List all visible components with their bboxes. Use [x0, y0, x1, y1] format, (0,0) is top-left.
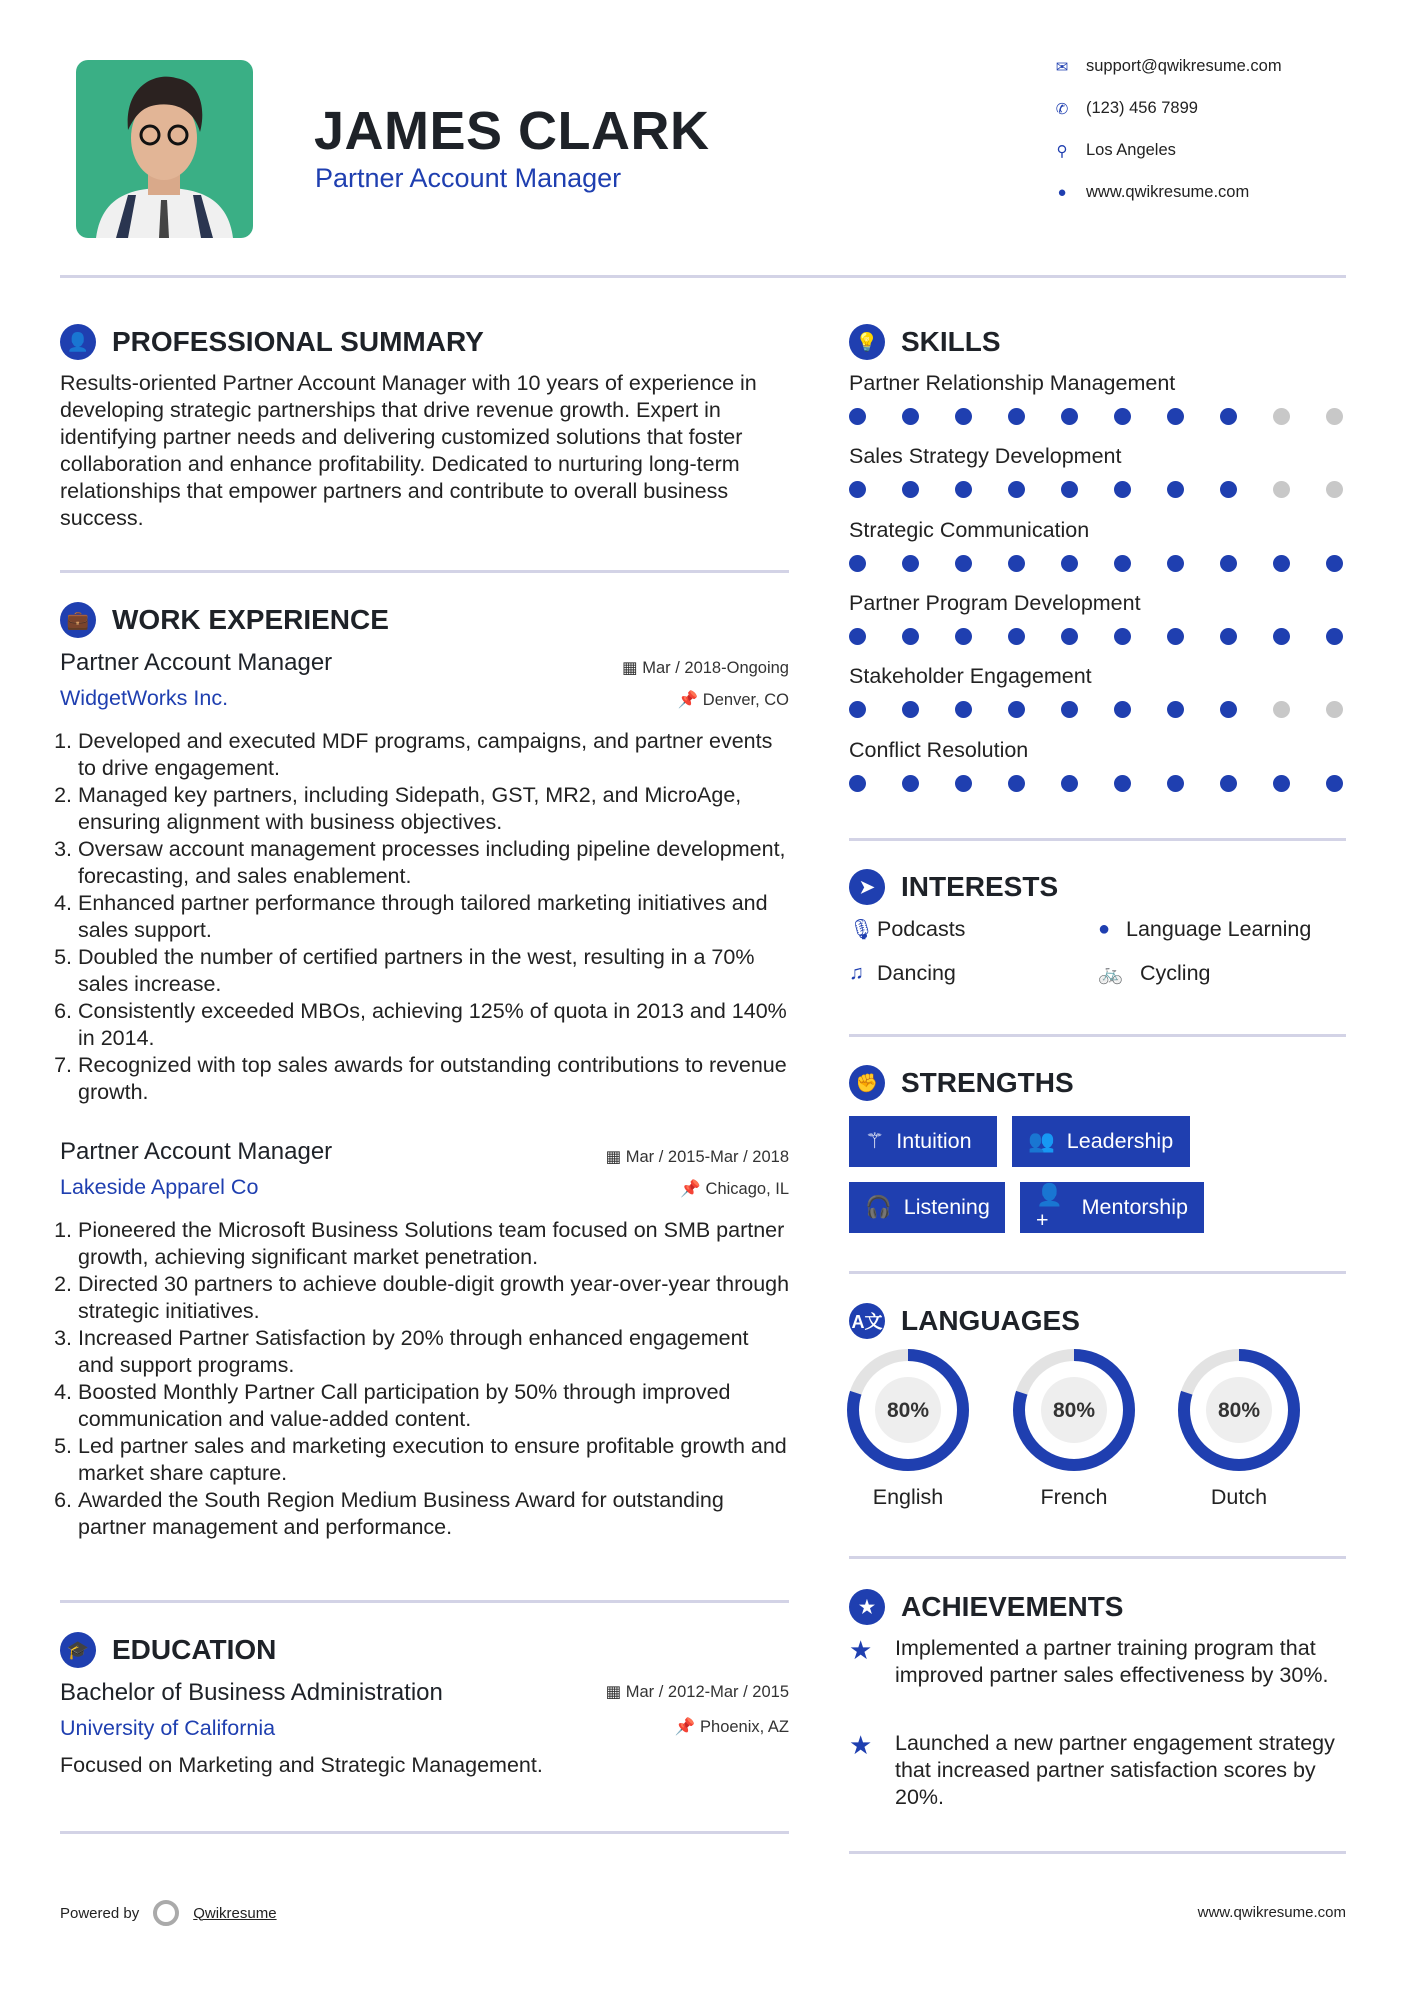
language-ring: [1012, 1348, 1136, 1477]
achievements-heading: ★ ACHIEVEMENTS: [849, 1589, 1123, 1625]
school[interactable]: University of California: [60, 1716, 276, 1740]
education-location: 📌 Phoenix, AZ: [674, 1718, 789, 1736]
job-date: ▦ Mar / 2018-Ongoing: [622, 659, 789, 677]
skill-rating: [849, 481, 1343, 498]
rating-dot-filled: [849, 481, 866, 498]
rating-dot-filled: [1061, 555, 1078, 572]
rating-dot-filled: [1114, 408, 1131, 425]
work-heading: 💼 WORK EXPERIENCE: [60, 602, 389, 638]
skill-rating: [849, 775, 1343, 792]
progress-ring: [1012, 1348, 1136, 1472]
list-item: 2. Managed key partners, including Sidepath, GST, MR2, and MicroAge, ensuring alignment with business objectives.: [78, 782, 790, 836]
rating-dot-filled: [1114, 481, 1131, 498]
divider: [849, 1271, 1346, 1274]
rating-dot-filled: [955, 481, 972, 498]
user-icon: 👤: [60, 324, 96, 360]
magic-wand-icon: ⚚: [865, 1129, 885, 1153]
envelope-icon: ✉: [1055, 58, 1069, 76]
language-ring: [1177, 1348, 1301, 1477]
list-item: 5. Led partner sales and marketing execution to ensure profitable growth and market share capture.: [78, 1433, 790, 1487]
rating-dot-filled: [849, 408, 866, 425]
rating-dot-filled: [1061, 628, 1078, 645]
skill-name: Partner Program Development: [849, 590, 1141, 615]
phone-icon: ✆: [1055, 100, 1069, 118]
rating-dot-filled: [1326, 555, 1343, 572]
rating-dot-filled: [955, 701, 972, 718]
skills-heading: 💡 SKILLS: [849, 324, 1001, 360]
rating-dot-filled: [1008, 701, 1025, 718]
progress-ring: [846, 1348, 970, 1472]
job-location: 📌 Denver, CO: [677, 691, 789, 709]
contact-email[interactable]: ✉ support@qwikresume.com: [1052, 57, 1282, 76]
briefcase-icon: 💼: [60, 602, 96, 638]
job-company[interactable]: WidgetWorks Inc.: [60, 686, 229, 710]
rating-dot-empty: [1273, 701, 1290, 718]
footer-powered: Powered by Qwikresume: [60, 1900, 277, 1926]
interests-heading: ➤ INTERESTS: [849, 869, 1058, 905]
calendar-icon: ▦: [622, 659, 643, 677]
divider: [849, 1034, 1346, 1037]
pin-icon: 📌: [680, 1180, 706, 1198]
rating-dot-filled: [955, 628, 972, 645]
job-location: 📌 Chicago, IL: [680, 1180, 789, 1198]
interest-item: ♫ Dancing: [849, 961, 956, 985]
skill-name: Partner Relationship Management: [849, 371, 1176, 395]
translate-icon: A文: [849, 1303, 885, 1339]
pin-icon: 📌: [674, 1718, 701, 1736]
rating-dot-filled: [955, 555, 972, 572]
rating-dot-filled: [1114, 628, 1131, 645]
rating-dot-filled: [1114, 555, 1131, 572]
rating-dot-filled: [902, 555, 919, 572]
rating-dot-filled: [1167, 701, 1184, 718]
list-item: 5. Doubled the number of certified partners in the west, resulting in a 70% sales increase.: [78, 944, 790, 998]
strength-chip: ⚚ Intuition: [849, 1116, 997, 1167]
language-name: French: [1040, 1485, 1108, 1509]
calendar-icon: ▦: [605, 1683, 626, 1701]
rating-dot-filled: [1167, 408, 1184, 425]
list-item: 6. Awarded the South Region Medium Business Award for outstanding partner management and performance.: [78, 1487, 790, 1541]
star-icon: ★: [849, 1730, 873, 1760]
interest-item: ● Language Learning: [1098, 917, 1312, 941]
rating-dot-filled: [902, 408, 919, 425]
job-title: Partner Account Manager: [60, 649, 333, 676]
rating-dot-filled: [1008, 775, 1025, 792]
rating-dot-filled: [1220, 775, 1237, 792]
skill-rating: [849, 555, 1343, 572]
rating-dot-filled: [1220, 628, 1237, 645]
language-percent: 80%: [886, 1399, 930, 1422]
list-item: 4. Boosted Monthly Partner Call participation by 50% through improved communication and value-added content.: [78, 1379, 790, 1433]
skill-name: Strategic Communication: [849, 517, 1090, 542]
qwikresume-link[interactable]: Qwikresume: [193, 1904, 277, 1922]
rating-dot-filled: [849, 775, 866, 792]
divider: [849, 1556, 1346, 1559]
user-plus-icon: 👤+: [1036, 1182, 1063, 1232]
rating-dot-filled: [1273, 628, 1290, 645]
job-company[interactable]: Lakeside Apparel Co: [60, 1175, 259, 1199]
calendar-icon: ▦: [605, 1148, 626, 1166]
list-item: 4. Enhanced partner performance through tailored marketing initiatives and sales support.: [78, 890, 790, 944]
job-bullets: [60, 728, 790, 1106]
rating-dot-filled: [1167, 775, 1184, 792]
rating-dot-filled: [955, 408, 972, 425]
strength-chip: 🎧 Listening: [849, 1182, 1005, 1233]
strength-chip: 👤+ Mentorship: [1020, 1182, 1204, 1233]
contact-phone[interactable]: ✆ (123) 456 7899: [1052, 99, 1198, 118]
interest-item: 🚲 Cycling: [1098, 961, 1211, 985]
achievement-item: ★ Launched a new partner engagement strategy that increased partner satisfaction scores by 20%.: [849, 1730, 1335, 1809]
list-item: 1. Pioneered the Microsoft Business Solutions team focused on SMB partner growth, achieving significant market penetration.: [78, 1217, 790, 1271]
users-icon: 👥: [1028, 1129, 1055, 1153]
divider: [849, 838, 1346, 841]
languages-heading: A文 LANGUAGES: [849, 1303, 1080, 1339]
rating-dot-filled: [1220, 701, 1237, 718]
pin-icon: 📌: [677, 691, 703, 709]
rating-dot-empty: [1326, 481, 1343, 498]
rating-dot-filled: [902, 628, 919, 645]
rating-dot-filled: [1326, 628, 1343, 645]
rating-dot-filled: [1220, 408, 1237, 425]
degree: Bachelor of Business Administration: [60, 1679, 443, 1706]
rating-dot-filled: [902, 701, 919, 718]
rating-dot-filled: [849, 628, 866, 645]
rating-dot-filled: [1008, 628, 1025, 645]
fist-icon: ✊: [849, 1065, 885, 1101]
summary-heading: 👤 PROFESSIONAL SUMMARY: [60, 324, 484, 360]
rating-dot-filled: [1273, 775, 1290, 792]
rating-dot-empty: [1326, 408, 1343, 425]
education-date: ▦ Mar / 2012-Mar / 2015: [605, 1683, 789, 1701]
list-item: 7. Recognized with top sales awards for outstanding contributions to revenue growth.: [78, 1052, 790, 1106]
rating-dot-filled: [1167, 555, 1184, 572]
language-percent: 80%: [1217, 1399, 1261, 1422]
contact-website[interactable]: ● www.qwikresume.com: [1052, 183, 1249, 202]
graduation-icon: 🎓: [60, 1632, 96, 1668]
map-pin-icon: ⚲: [1056, 142, 1068, 160]
education-description: Focused on Marketing and Strategic Management.: [60, 1753, 543, 1777]
rating-dot-filled: [955, 775, 972, 792]
divider: [60, 1600, 789, 1603]
star-icon: ★: [849, 1635, 873, 1665]
education-heading: 🎓 EDUCATION: [60, 1632, 276, 1668]
contact-location: ⚲ Los Angeles: [1052, 141, 1176, 160]
rating-dot-filled: [1220, 555, 1237, 572]
rating-dot-filled: [1008, 408, 1025, 425]
rating-dot-filled: [1167, 481, 1184, 498]
microphone-icon: 🎙: [849, 919, 875, 941]
rating-dot-empty: [1273, 481, 1290, 498]
rating-dot-filled: [1061, 408, 1078, 425]
rating-dot-filled: [1114, 775, 1131, 792]
lightbulb-icon: 💡: [849, 324, 885, 360]
profile-photo: [76, 60, 253, 238]
strengths-heading: ✊ STRENGTHS: [849, 1065, 1074, 1101]
rating-dot-filled: [849, 701, 866, 718]
progress-ring: [1177, 1348, 1301, 1472]
rating-dot-filled: [1008, 481, 1025, 498]
divider: [60, 1831, 789, 1834]
qwikresume-logo-icon: [153, 1900, 179, 1926]
skill-rating: [849, 628, 1343, 645]
list-item: 3. Oversaw account management processes including pipeline development, forecasting, and sales enablement.: [78, 836, 790, 890]
candidate-name: JAMES CLARK: [314, 101, 710, 161]
rating-dot-filled: [1220, 481, 1237, 498]
divider: [60, 570, 789, 573]
rating-dot-filled: [1114, 701, 1131, 718]
globe-icon: ●: [1057, 184, 1067, 201]
rating-dot-filled: [902, 775, 919, 792]
rating-dot-filled: [1326, 775, 1343, 792]
paper-plane-icon: ➤: [849, 869, 885, 905]
job-bullets: [60, 1217, 790, 1541]
rating-dot-empty: [1326, 701, 1343, 718]
rating-dot-filled: [849, 555, 866, 572]
headphones-icon: 🎧: [865, 1195, 892, 1219]
list-item: 2. Directed 30 partners to achieve double-digit growth year-over-year through strategic initiatives.: [78, 1271, 790, 1325]
skill-rating: [849, 408, 1343, 425]
footer-website[interactable]: www.qwikresume.com: [1197, 1904, 1346, 1921]
language-name: English: [872, 1485, 944, 1509]
rating-dot-filled: [1061, 481, 1078, 498]
rating-dot-filled: [1061, 775, 1078, 792]
language-percent: 80%: [1052, 1399, 1096, 1422]
language-ring: [846, 1348, 970, 1477]
header-divider: [60, 275, 1346, 278]
skill-name: Conflict Resolution: [849, 737, 1029, 762]
job-date: ▦ Mar / 2015-Mar / 2018: [605, 1148, 789, 1166]
list-item: 3. Increased Partner Satisfaction by 20% through enhanced engagement and support programs.: [78, 1325, 790, 1379]
language-name: Dutch: [1210, 1485, 1268, 1509]
star-badge-icon: ★: [849, 1589, 885, 1625]
rating-dot-filled: [1008, 555, 1025, 572]
skill-name: Stakeholder Engagement: [849, 664, 1092, 689]
achievement-item: ★ Implemented a partner training program that improved partner sales effectiveness by 30%.: [849, 1635, 1329, 1687]
summary-text: Results-oriented Partner Account Manager with 10 years of experience in developing strategic partnerships that drive revenue growth. Expert in identifying partner needs and delivering customized solutions that foster collaboration and enhance profitability. Dedicated to nurturing long-term relationships that empower partners and contribute to overall business success.: [60, 371, 757, 530]
globe-icon: ●: [1098, 918, 1111, 940]
candidate-title: Partner Account Manager: [315, 163, 622, 193]
interest-item: 🎙 Podcasts: [849, 917, 966, 941]
divider: [849, 1851, 1346, 1854]
rating-dot-filled: [1167, 628, 1184, 645]
list-item: 6. Consistently exceeded MBOs, achieving 125% of quota in 2013 and 140% in 2014.: [78, 998, 790, 1052]
bicycle-icon: 🚲: [1098, 963, 1123, 985]
rating-dot-filled: [1273, 555, 1290, 572]
strength-chip: 👥 Leadership: [1012, 1116, 1190, 1167]
rating-dot-empty: [1273, 408, 1290, 425]
list-item: 1. Developed and executed MDF programs, campaigns, and partner events to drive engagement.: [78, 728, 790, 782]
rating-dot-filled: [902, 481, 919, 498]
rating-dot-filled: [1061, 701, 1078, 718]
skill-rating: [849, 701, 1343, 718]
job-title: Partner Account Manager: [60, 1138, 333, 1165]
music-note-icon: ♫: [849, 962, 864, 984]
skill-name: Sales Strategy Development: [849, 444, 1122, 469]
